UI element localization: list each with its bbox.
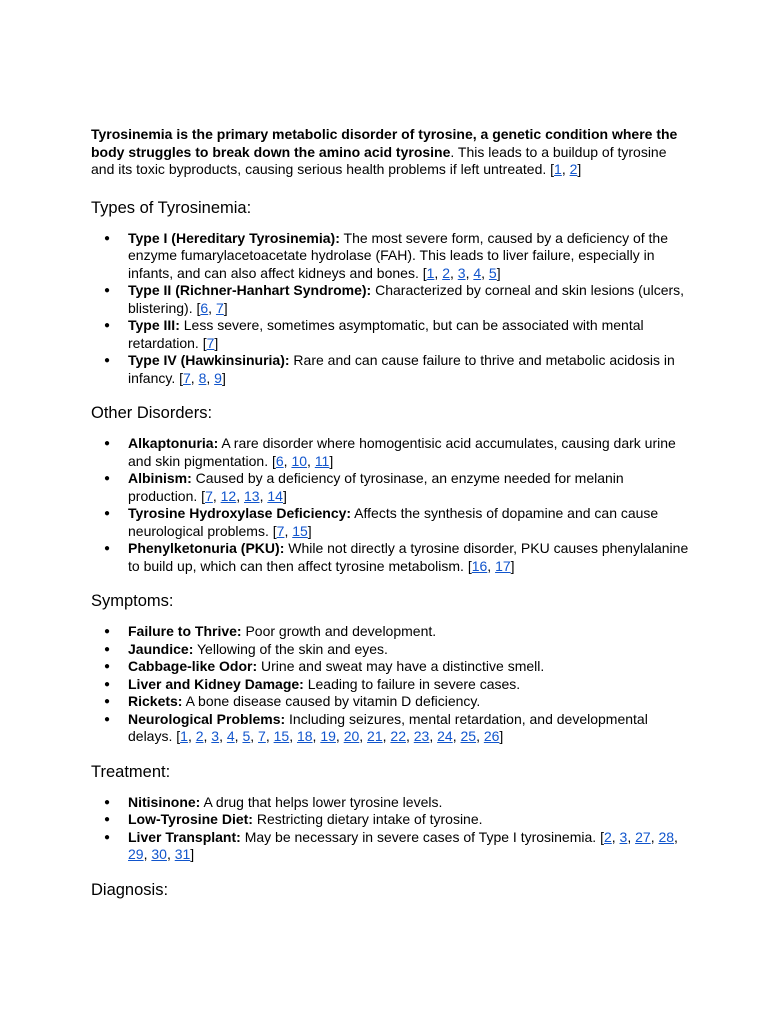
citation-link[interactable]: 4 [226, 728, 235, 744]
item-text: While not directly a tyrosine disorder, PKU causes phenylalanine to build up, which can then affect tyrosine metabolism. [128, 540, 689, 574]
citation-link[interactable]: 15 [273, 728, 290, 744]
citation-link[interactable]: 2 [195, 728, 204, 744]
citation-link[interactable]: 6 [275, 452, 284, 469]
citation-link[interactable]: 14 [267, 487, 283, 504]
item-label: Neurological Problems: [128, 710, 286, 727]
list-item [128, 676, 691, 694]
intro-citations: [1, 2] [550, 161, 582, 177]
citation-link[interactable]: 30 [151, 846, 167, 862]
list-item [128, 505, 691, 540]
item-text: Affects the synthesis of dopamine and can cause neurological problems. [128, 505, 659, 539]
item-label: Albinism: [128, 470, 192, 486]
list-item [128, 230, 691, 283]
item-citations: [1, 2, 3, 4, 5, 7, 15, 18, 19, 20, 21, 22, 23, 24, 25, 26] [176, 728, 504, 744]
citation-link[interactable]: 2 [442, 264, 450, 281]
list-item [128, 540, 691, 575]
citation-link[interactable]: 23 [413, 728, 430, 744]
citation-link[interactable]: 1 [554, 161, 562, 177]
citation-link[interactable]: 2 [603, 828, 612, 845]
citation-link[interactable]: 5 [488, 264, 497, 281]
intro-paragraph [91, 126, 691, 179]
citation-link[interactable]: 18 [296, 728, 313, 744]
item-text: Poor growth and development. [241, 623, 437, 639]
item-label: Type IV (Hawkinsinuria): [128, 352, 290, 368]
citation-link[interactable]: 8 [198, 369, 207, 386]
item-text: Rare and can cause failure to thrive and metabolic acidosis in infancy. [128, 352, 675, 386]
item-label: Cabbage-like Odor: [128, 658, 258, 674]
citation-link[interactable]: 2 [569, 161, 578, 177]
item-text: Including seizures, mental retardation, and developmental delays. [128, 710, 648, 744]
citation-link[interactable]: 16 [471, 557, 488, 574]
intro-text: . This leads to a buildup of tyrosine and its toxic byproducts, causing serious health problems if left untreated. [91, 143, 667, 177]
list-item [128, 435, 691, 470]
citation-link[interactable]: 3 [619, 828, 628, 845]
item-label: Jaundice: [128, 640, 194, 657]
citation-link[interactable]: 10 [291, 452, 308, 469]
citation-link[interactable]: 7 [183, 369, 191, 386]
item-citations: [2, 3, 27, 28, 29, 30, 31] [128, 828, 678, 862]
list-item [128, 794, 691, 812]
list-item [128, 693, 691, 711]
citation-link[interactable]: 3 [211, 728, 220, 744]
item-text: Urine and sweat may have a distinctive smell. [257, 658, 545, 674]
list-item [128, 711, 691, 746]
heading-symptoms: Symptoms: [91, 592, 174, 610]
item-label: Type I (Hereditary Tyrosinemia): [128, 229, 340, 246]
item-label: Tyrosine Hydroxylase Deficiency: [128, 505, 352, 521]
citation-link[interactable]: 13 [244, 487, 260, 504]
item-label: Nitisinone: [128, 793, 201, 810]
item-text: Yellowing of the skin and eyes. [193, 640, 388, 657]
citation-link[interactable]: 4 [473, 264, 482, 281]
item-citations: [7] [202, 334, 219, 351]
list-other-disorders [91, 435, 691, 575]
citation-link[interactable]: 1 [426, 264, 435, 281]
item-text: A drug that helps lower tyrosine levels. [200, 793, 443, 810]
citation-link[interactable]: 31 [174, 846, 191, 862]
item-citations: [6, 10, 11] [271, 452, 334, 469]
citation-link[interactable]: 19 [320, 728, 336, 744]
citation-link[interactable]: 28 [658, 828, 675, 845]
item-text: A rare disorder where homogentisic acid accumulates, causing dark urine and skin pigmentation. [128, 435, 676, 469]
item-label: Alkaptonuria: [128, 435, 219, 451]
citation-link[interactable]: 7 [276, 522, 285, 539]
citation-link[interactable]: 5 [242, 728, 251, 744]
citation-link[interactable]: 7 [205, 487, 213, 504]
item-label: Type II (Richner-Hanhart Syndrome): [128, 282, 372, 298]
heading-diagnosis: Diagnosis: [91, 880, 169, 899]
citation-link[interactable]: 15 [292, 522, 308, 539]
list-item [128, 811, 691, 829]
item-label: Type III: [128, 317, 180, 333]
intro-bold-text: Tyrosinemia is the primary metabolic disorder of tyrosine, a genetic condition where the body struggles to break down the amino acid tyrosine [91, 126, 678, 160]
list-symptoms [91, 623, 691, 746]
item-text: Caused by a deficiency of tyrosinase, an enzyme needed for melanin production. [128, 470, 624, 504]
item-text: A bone disease caused by vitamin D deficiency. [182, 693, 481, 709]
list-item [128, 282, 691, 317]
list-item [128, 658, 691, 676]
citation-link[interactable]: 26 [483, 728, 500, 744]
item-text: Leading to failure in severe cases. [303, 675, 521, 692]
item-text: Characterized by corneal and skin lesions (ulcers, blistering). [128, 282, 685, 316]
item-text: Restricting dietary intake of tyrosine. [252, 811, 483, 827]
item-citations: [7, 12, 13, 14] [201, 487, 287, 504]
item-text: May be necessary in severe cases of Type I tyrosinemia. [240, 828, 597, 845]
citation-link[interactable]: 7 [215, 299, 224, 316]
heading-types: Types of Tyrosinemia: [91, 198, 252, 217]
item-label: Failure to Thrive: [128, 623, 242, 639]
heading-treatment: Treatment: [91, 762, 171, 781]
citation-link[interactable]: 11 [314, 452, 330, 469]
list-item [128, 352, 691, 387]
citation-link[interactable]: 7 [206, 334, 215, 351]
list-treatment [91, 794, 691, 864]
item-text: Less severe, sometimes asymptomatic, but can be associated with mental retardation. [128, 317, 644, 351]
citation-link[interactable]: 20 [343, 728, 360, 744]
item-label: Low-Tyrosine Diet: [128, 811, 253, 827]
citation-link[interactable]: 1 [180, 728, 188, 744]
item-citations: [16, 17] [467, 557, 515, 574]
item-label: Phenylketonuria (PKU): [128, 540, 285, 556]
citation-link[interactable]: 21 [367, 728, 383, 744]
list-item [128, 317, 691, 352]
document-body [91, 126, 691, 900]
citation-link[interactable]: 17 [495, 557, 511, 574]
item-label: Liver Transplant: [128, 828, 241, 845]
citation-link[interactable]: 29 [128, 846, 144, 862]
list-item [128, 470, 691, 505]
citation-link[interactable]: 12 [220, 487, 237, 504]
citation-link[interactable]: 22 [390, 728, 406, 744]
item-label: Rickets: [128, 693, 183, 709]
list-item [128, 641, 691, 659]
citation-link[interactable]: 24 [437, 728, 453, 744]
citation-link[interactable]: 7 [258, 728, 266, 744]
list-item [128, 623, 691, 641]
citation-link[interactable]: 3 [457, 264, 466, 281]
item-citations: [6, 7] [196, 299, 228, 316]
item-text: The most severe form, caused by a deficiency of the enzyme fumarylacetoacetate hydrolase (FAH). This leads to liver failure, especially in infants, and can also affect kidneys and bones. [128, 229, 668, 281]
citation-link[interactable]: 9 [214, 369, 222, 386]
heading-other-disorders: Other Disorders: [91, 404, 213, 422]
citation-link[interactable]: 6 [200, 299, 209, 316]
citation-link[interactable]: 25 [460, 728, 477, 744]
list-types [91, 230, 691, 388]
item-citations: [7, 8, 9] [179, 369, 226, 386]
item-citations: [7, 15] [272, 522, 312, 539]
citation-link[interactable]: 27 [635, 828, 651, 845]
item-citations: [1, 2, 3, 4, 5] [422, 264, 501, 281]
item-label: Liver and Kidney Damage: [128, 675, 304, 692]
list-item [128, 829, 691, 864]
